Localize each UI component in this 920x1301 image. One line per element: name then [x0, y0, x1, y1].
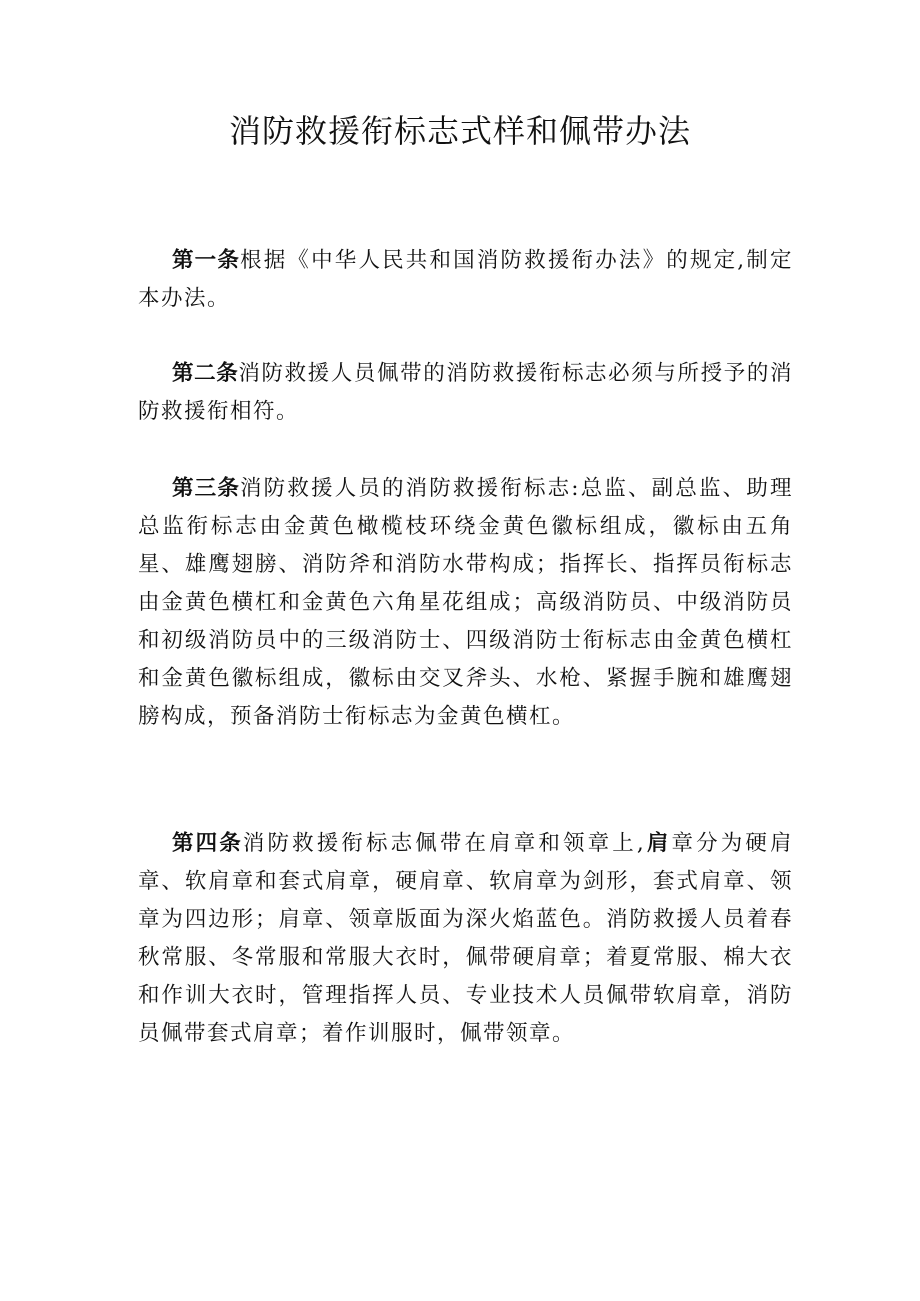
article-3-label: 第三条 [172, 476, 240, 501]
document-title: 消防救援衔标志式样和佩带办法 [228, 112, 691, 150]
article-4-text-before: 消防救援衔标志佩带在肩章和领章上, [242, 831, 646, 856]
article-2-label: 第二条 [172, 361, 239, 386]
article-3 [138, 470, 793, 736]
article-4 [138, 825, 793, 1053]
article-1-text: 根据《中华人民共和国消防救援衔办法》的规定,制定本办法。 [138, 248, 793, 311]
article-2-text: 消防救援人员佩带的消防救援衔标志必须与所授予的消防救援衔相符。 [138, 361, 793, 424]
article-4-label: 第四条 [172, 831, 243, 856]
article-1-label: 第一条 [172, 248, 241, 273]
article-1 [138, 242, 793, 318]
article-4-bold-char: 肩 [645, 831, 672, 856]
article-4-text-after: 章分为硬肩章、软肩章和套式肩章，硬肩章、软肩章为剑形，套式肩章、领章为四边形；肩章、领章版面为深火焰蓝色。消防救援人员着春秋常服、冬常服和常服大衣时，佩带硬肩章；着夏常服、棉大衣和作训大衣时，管理指挥人员、专业技术人员佩带软肩章，消防员佩带套式肩章；着作训服时，佩带领章。 [138, 831, 793, 1046]
article-2 [138, 355, 793, 431]
article-3-text: 消防救援人员的消防救援衔标志:总监、副总监、助理总监衔标志由金黄色橄榄枝环绕金黄色徽标组成，徽标由五角星、雄鹰翅膀、消防斧和消防水带构成；指挥长、指挥员衔标志由金黄色横杠和金黄色六角星花组成；高级消防员、中级消防员和初级消防员中的三级消防士、四级消防士衔标志由金黄色横杠和金黄色徽标组成，徽标由交叉斧头、水枪、紧握手腕和雄鹰翅膀构成，预备消防士衔标志为金黄色横杠。 [138, 476, 793, 729]
